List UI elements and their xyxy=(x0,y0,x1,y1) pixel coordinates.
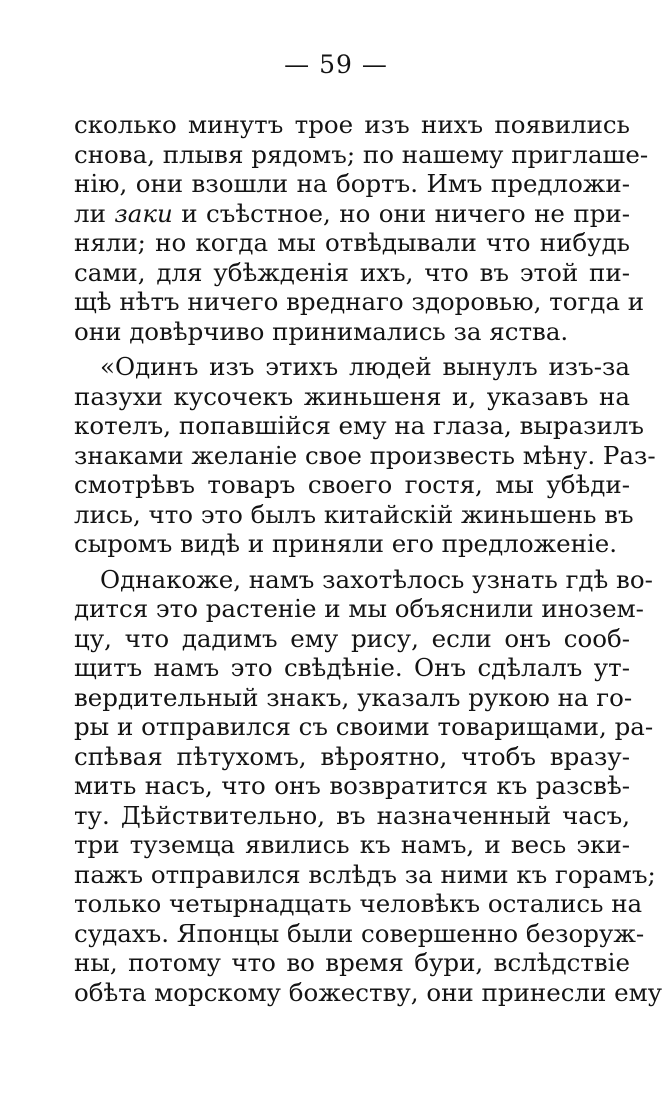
text-line: щѣ нѣтъ ничего вреднаго здоровью, тогда и xyxy=(74,287,645,316)
text-line: мить насъ, что онъ возвратится къ разсвѣ- xyxy=(74,771,630,800)
paragraph-1 xyxy=(74,110,649,346)
text-line: ли заки и съѣстное, но они ничего не при- xyxy=(74,198,630,228)
page-number: — 59 — xyxy=(284,50,388,79)
text-line: сколько минутъ трое изъ нихъ появились xyxy=(74,110,630,139)
text-line: дится это растеніе и мы объяснили инозем- xyxy=(74,594,644,623)
text-line: сами, для убѣжденія ихъ, что въ этой пи- xyxy=(74,257,630,287)
text-line: обѣта морскому божеству, они принесли ему xyxy=(74,977,663,1007)
text-line: снова, плывя рядомъ; по нашему приглаше- xyxy=(74,139,649,169)
text-line: ны, потому что во время бури, вслѣдствіе xyxy=(74,948,630,977)
text-line: вердительный знакъ, указалъ рукою на го- xyxy=(74,682,633,712)
body-text xyxy=(74,110,663,1007)
text-line: Однакоже, намъ захотѣлось узнать гдѣ во- xyxy=(100,564,653,594)
text-line: «Одинъ изъ этихъ людей вынулъ изъ-за xyxy=(100,352,630,381)
text-line: три туземца явились къ намъ, и весь эки- xyxy=(74,830,630,859)
text-line: они довѣрчиво принимались за яства. xyxy=(74,316,569,346)
text-line: котелъ, попавшійся ему на глаза, выразилъ xyxy=(74,411,645,440)
text-line: няли; но когда мы отвѣдывали что нибудь xyxy=(74,228,630,257)
text-line: судахъ. Японцы были совершенно безоруж- xyxy=(74,918,645,948)
text-line: пажъ отправился вслѣдъ за ними къ горамъ; xyxy=(74,859,656,889)
italic-term: заки xyxy=(114,198,173,228)
text-line: ры и отправился съ своими товарищами, ра- xyxy=(74,712,654,741)
text-line: смотрѣвъ товаръ своего гостя, мы убѣди- xyxy=(74,470,630,499)
text-line: ту. Дѣйствительно, въ назначенный часъ, xyxy=(74,800,630,830)
paragraph-3 xyxy=(74,564,663,1008)
text-line: щитъ намъ это свѣдѣніе. Онъ сдѣлалъ ут- xyxy=(74,653,630,682)
text-line: нію, они взошли на бортъ. Имъ предложи- xyxy=(74,169,630,198)
text-line: спѣвая пѣтухомъ, вѣроятно, чтобъ вразу- xyxy=(74,741,630,771)
text-line: сыромъ видѣ и приняли его предложеніе. xyxy=(74,529,618,558)
text-line: знаками желаніе свое произвесть мѣну. Раз- xyxy=(74,440,656,470)
text-line: только четырнадцать человѣкъ остались на xyxy=(74,889,643,918)
paragraph-2 xyxy=(74,352,656,559)
text-line: лись, что это былъ китайскій жиньшень въ xyxy=(74,499,634,529)
text-line: пазухи кусочекъ жиньшеня и, указавъ на xyxy=(74,381,630,411)
text-line: цу, что дадимъ ему рису, если онъ сооб- xyxy=(74,623,630,653)
